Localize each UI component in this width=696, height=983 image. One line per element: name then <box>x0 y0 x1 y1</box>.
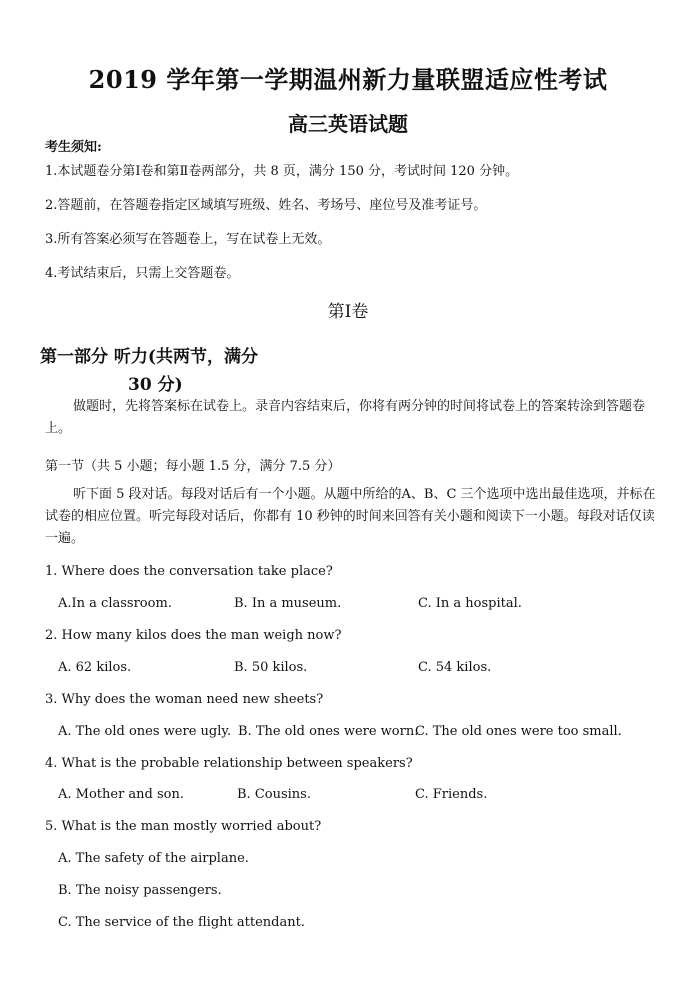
option-a: A. Mother and son. <box>58 787 185 802</box>
question-stem: 3. Why does the woman need new sheets? <box>45 692 324 707</box>
option-c: C. Friends. <box>415 787 488 802</box>
section-title: 第一节（共 5 小题；每小题 1.5 分，满分 7.5 分） <box>45 459 341 474</box>
option-b: B. In a museum. <box>234 596 342 611</box>
option-a: A. The old ones were ugly. <box>58 724 232 739</box>
option-a: A. The safety of the airplane. <box>58 851 249 866</box>
option-a: A. 62 kilos. <box>58 660 132 675</box>
option-c: C. The old ones were too small. <box>415 724 622 739</box>
exam-subtitle: 高三英语试题 <box>288 112 408 136</box>
notice-item: 1.本试题卷分第Ⅰ卷和第Ⅱ卷两部分，共 8 页，满分 150 分，考试时间 120 分钟。 <box>45 164 519 179</box>
notice-heading: 考生须知: <box>45 140 102 155</box>
option-c: C. In a hospital. <box>418 596 522 611</box>
part-heading-continued: 30 分) <box>128 375 183 395</box>
option-b: B. Cousins. <box>237 787 311 802</box>
notice-item: 2.答题前，在答题卷指定区域填写班级、姓名、考场号、座位号及准考证号。 <box>45 198 487 213</box>
notice-item: 3.所有答案必须写在答题卷上，写在试卷上无效。 <box>45 232 331 247</box>
option-a: A.In a classroom. <box>58 596 172 611</box>
part-instruction: 做题时，先将答案标在试卷上。录音内容结束后，你将有两分钟的时间将试卷上的答案转涂到答题卷上。 <box>45 399 646 436</box>
option-c: C. 54 kilos. <box>418 660 492 675</box>
question-stem: 5. What is the man mostly worried about? <box>45 819 322 834</box>
volume-label: 第Ⅰ卷 <box>327 302 369 322</box>
option-c: C. The service of the flight attendant. <box>58 915 305 930</box>
option-b: B. The old ones were worn. <box>238 724 419 739</box>
exam-title: 2019 学年第一学期温州新力量联盟适应性考试 <box>88 65 608 94</box>
option-b: B. 50 kilos. <box>234 660 308 675</box>
section-instruction: 听下面 5 段对话。每段对话后有一个小题。从题中所给的A、B、C 三个选项中选出最佳选项，并标在试卷的相应位置。听完每段对话后，你都有 10 秒钟的时间来回答有关小题和阅读下一小题。每段对话仅读一遍。 <box>45 487 656 546</box>
question-stem: 2. How many kilos does the man weigh now? <box>45 628 342 643</box>
question-stem: 4. What is the probable relationship between speakers? <box>45 756 413 771</box>
question-stem: 1. Where does the conversation take place? <box>45 564 333 579</box>
option-b: B. The noisy passengers. <box>58 883 222 898</box>
notice-item: 4.考试结束后，只需上交答题卷。 <box>45 266 240 281</box>
part-heading: 第一部分 听力(共两节，满分 <box>40 347 258 367</box>
